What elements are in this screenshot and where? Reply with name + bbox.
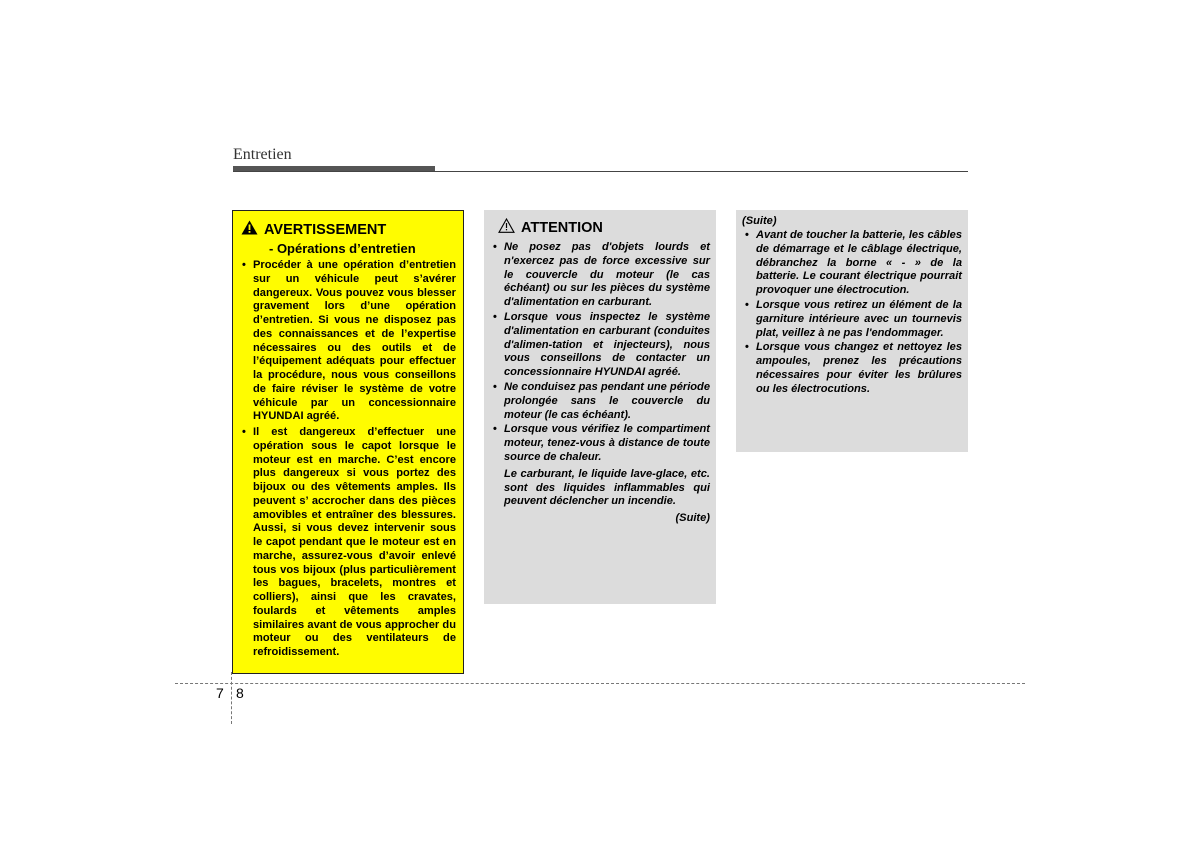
- warning-item: • Il est dangereux d’effectuer une opération sous le capot lorsque le moteur est en marche. C’est encore plus dangereux si vous portez des bijoux ou des vêtements amples. Ils peuvent s’ accrocher dans des pièces amovibles et entraîner des blessures. Aussi, si vous devez intervenir sous le capot pendant que le moteur est en marche, assurez-vous d’avoir enlevé tous vos bijoux (plus particulièrement les bagues, bracelets, montres et colliers), ainsi que les cravates, foulards et vêtements amples similaires avant de vous approcher du moteur ou des ventilateurs de refroidissement.: [239, 426, 456, 660]
- warning-list: [239, 259, 456, 660]
- header-rule: [233, 171, 968, 172]
- page-number: 8: [236, 685, 244, 701]
- warning-box: [232, 210, 464, 674]
- continuation-list: [742, 229, 962, 397]
- attention-list: [490, 241, 710, 465]
- footer-rule: [175, 683, 1025, 684]
- attention-heading: ATTENTION: [521, 220, 603, 236]
- attention-paragraph: Le carburant, le liquide lave-glace, etc. sont des liquides inflammables qui peuvent déclencher un incendie.: [504, 467, 710, 508]
- page-header-title: Entretien: [233, 146, 292, 163]
- warning-triangle-icon: [241, 220, 258, 240]
- attention-item: • Ne posez pas d'objets lourds et n'exercez pas de force excessive sur le couvercle du moteur (le cas échéant) ou sur les pièces du système d'alimentation en carburant.: [490, 241, 710, 310]
- attention-suite-label: (Suite): [675, 512, 710, 525]
- warning-item: • Procéder à une opération d’entretien sur un véhicule peut s’avérer dangereux. Vous pouvez vous blesser gravement lors d’une opération d’entretien. Si vous ne disposez pas des connaissances et de l’expertise nécessaires ou des outils et de l’équipement adéquats pour effectuer la procédure, nous vous conseillons de faire réviser le système de votre véhicule par un concessionnaire HYUNDAI agréé.: [239, 259, 456, 424]
- attention-heading-row: [498, 218, 710, 238]
- chapter-number: 7: [216, 685, 224, 701]
- attention-item: • Lorsque vous vérifiez le compartiment moteur, tenez-vous à distance de toute source de chaleur.: [490, 423, 710, 464]
- warning-subheading: - Opérations d’entretien: [269, 241, 416, 256]
- attention-box: [484, 210, 716, 604]
- continuation-box: [736, 210, 968, 452]
- continuation-suite-label: (Suite): [742, 215, 777, 227]
- attention-item: • Ne conduisez pas pendant une période prolongée sans le couvercle du moteur (le cas échéant).: [490, 381, 710, 422]
- continuation-item: • Avant de toucher la batterie, les câbles de démarrage et le câblage électrique, débranchez la borne « - » de la batterie. Le courant électrique pourrait provoquer une électrocution.: [742, 229, 962, 298]
- continuation-item: • Lorsque vous changez et nettoyez les ampoules, prenez les précautions nécessaires pour éviter les brûlures ou les électrocutions.: [742, 341, 962, 396]
- warning-heading: AVERTISSEMENT: [264, 222, 387, 238]
- caution-triangle-icon: [498, 218, 515, 238]
- continuation-item: • Lorsque vous retirez un élément de la garniture intérieure avec un tournevis plat, veillez à ne pas l'endommager.: [742, 299, 962, 340]
- footer-divider: [231, 672, 232, 724]
- attention-item: • Lorsque vous inspectez le système d'alimentation en carburant (conduites d'alimen-tation et injecteurs), nous vous conseillons de contacter un concessionnaire HYUNDAI agréé.: [490, 311, 710, 380]
- warning-heading-row: [241, 220, 456, 240]
